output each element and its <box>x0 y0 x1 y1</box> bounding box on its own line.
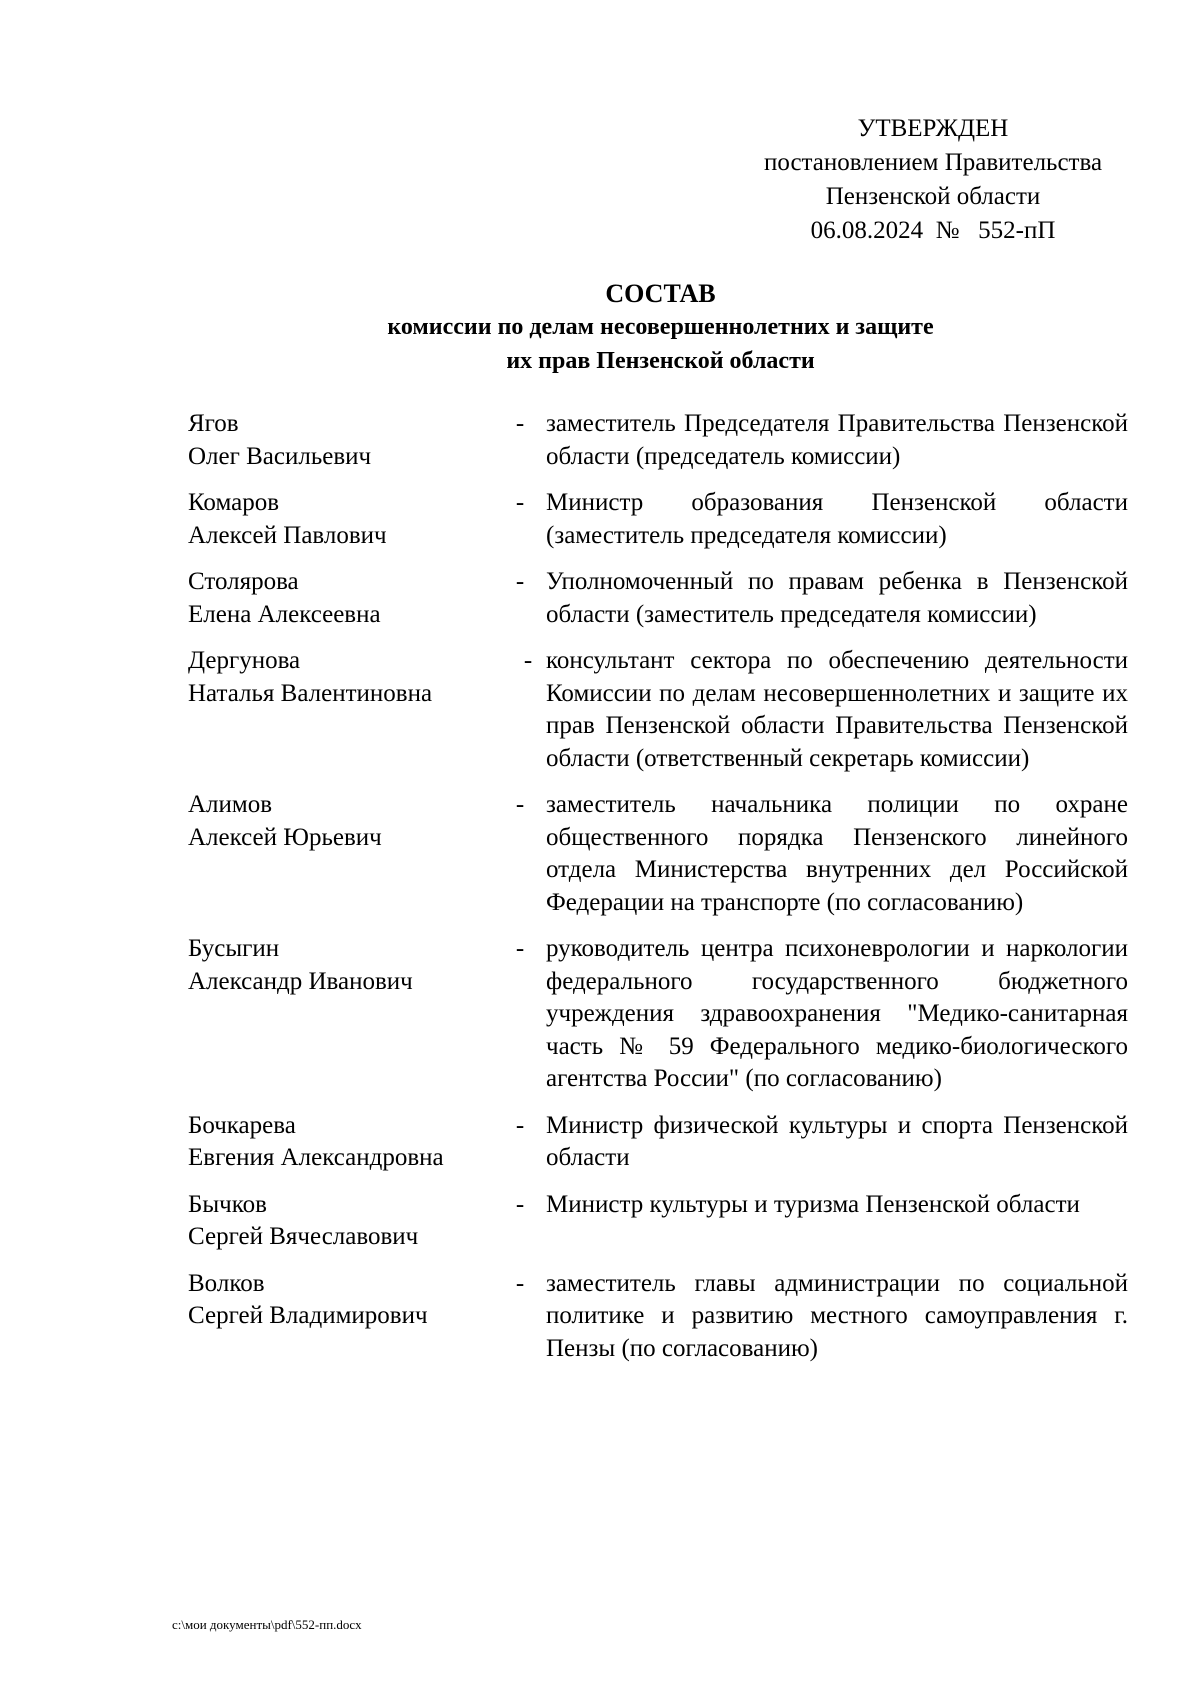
member-surname: Волков <box>188 1269 265 1297</box>
member-dash: - <box>515 489 525 516</box>
member-role: Министр культуры и туризма Пензенской области <box>546 1190 1080 1218</box>
member-entry <box>188 1268 1128 1366</box>
file-path-footer: c:\мои документы\pdf\552-пп.docx <box>172 1617 362 1632</box>
member-name <box>188 566 508 631</box>
approval-line-1: постановлением Правительства <box>763 149 1103 176</box>
member-entry <box>188 645 1128 775</box>
member-name <box>188 1110 508 1175</box>
member-given-names: Сергей Владимирович <box>188 1302 428 1329</box>
member-given-names: Елена Алексеевна <box>188 600 381 628</box>
member-dash: - <box>515 1111 525 1139</box>
member-dash: - <box>515 935 525 962</box>
member-surname: Бусыгин <box>188 935 280 962</box>
member-name <box>188 487 508 552</box>
member-list <box>188 408 1128 1379</box>
approval-stamp <box>738 112 1128 248</box>
member-role: Министр физической культуры и спорта Пензенской области <box>546 1111 1128 1171</box>
document-heading <box>188 278 1133 378</box>
member-entry <box>188 566 1128 631</box>
approval-title: УТВЕРЖДЕН <box>857 115 1009 142</box>
member-name <box>188 645 508 710</box>
member-name <box>188 1189 508 1254</box>
member-role: руководитель центра психоневрологии и наркологии федерального государственного бюджетного учреждения здравоохранения "Медико-санитарная часть № 59 Федерального медико-биологического агентства России" (по согласованию) <box>546 935 1128 1092</box>
member-given-names: Александр Иванович <box>188 967 413 995</box>
member-given-names: Алексей Юрьевич <box>188 823 382 851</box>
member-given-names: Сергей Вячеславович <box>188 1223 419 1250</box>
member-dash: - <box>515 791 525 818</box>
heading-title: СОСТАВ <box>605 279 716 308</box>
member-role: Уполномоченный по правам ребенка в Пензенской области (заместитель председателя комиссии) <box>546 568 1128 628</box>
member-entry <box>188 1110 1128 1175</box>
member-dash: - <box>515 568 525 595</box>
heading-subtitle-line-1: комиссии по делам несовершеннолетних и защите <box>387 314 934 340</box>
member-dash: - <box>515 1190 525 1218</box>
member-name <box>188 1268 508 1333</box>
member-entry <box>188 408 1128 473</box>
member-surname: Алимов <box>188 791 273 818</box>
approval-line-2: Пензенской области <box>825 183 1041 210</box>
member-dash: - <box>515 1269 525 1297</box>
member-role: Министр образования Пензенской области (заместитель председателя комиссии) <box>546 489 1128 549</box>
member-role: заместитель главы администрации по социальной политике и развитию местного самоуправления г. Пензы (по согласованию) <box>546 1269 1128 1362</box>
member-entry <box>188 789 1128 919</box>
member-role: консультант сектора по обеспечению деятельности Комиссии по делам несовершеннолетних и защите их прав Пензенской области Правительства Пензенской области (ответственный секретарь комиссии) <box>546 647 1128 772</box>
member-role: заместитель Председателя Правительства Пензенской области (председатель комиссии) <box>546 410 1128 470</box>
member-entry <box>188 487 1128 552</box>
member-given-names: Алексей Павлович <box>188 521 387 549</box>
approval-date-number: 06.08.2024 № 552-пП <box>810 217 1056 244</box>
member-surname: Столярова <box>188 568 299 595</box>
member-name <box>188 408 508 473</box>
member-given-names: Евгения Александровна <box>188 1144 444 1171</box>
heading-subtitle-line-2: их прав Пензенской области <box>506 348 815 374</box>
member-role: заместитель начальника полиции по охране общественного порядка Пензенского линейного отдела Министерства внутренних дел Российской Федерации на транспорте (по согласованию) <box>546 791 1128 916</box>
member-given-names: Олег Васильевич <box>188 442 372 470</box>
member-surname: Ягов <box>188 410 239 437</box>
member-dash: - <box>515 410 525 437</box>
member-name <box>188 789 508 854</box>
member-surname: Комаров <box>188 489 280 516</box>
member-given-names: Наталья Валентиновна <box>188 679 433 707</box>
member-surname: Дергунова <box>188 647 301 674</box>
member-dash: - <box>523 647 533 674</box>
member-entry <box>188 933 1128 1096</box>
member-surname: Бычков <box>188 1190 267 1218</box>
member-surname: Бочкарева <box>188 1111 296 1139</box>
member-name <box>188 933 508 998</box>
member-entry <box>188 1189 1128 1254</box>
